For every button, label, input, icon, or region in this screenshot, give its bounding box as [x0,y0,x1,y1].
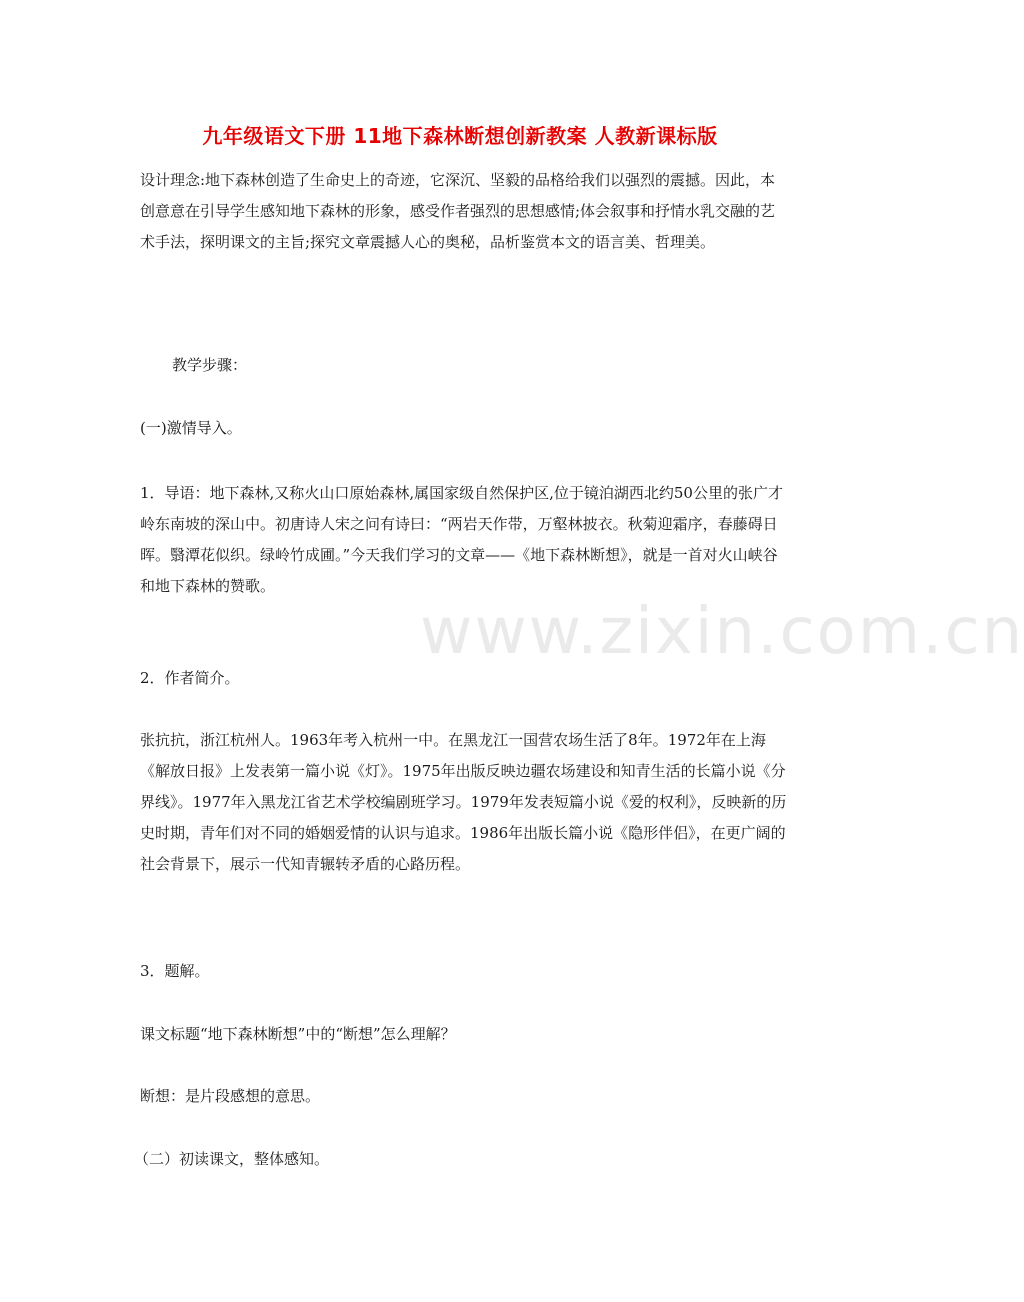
section-two-heading: （二）初读课文，整体感知。 [134,1150,330,1168]
title-answer: 断想：是片段感想的意思。 [140,1087,321,1105]
item-three-heading: 3．题解。 [140,962,210,980]
title-question: 课文标题“地下森林断想”中的“断想”怎么理解？ [140,1025,456,1043]
section-one-heading: (一)激情导入。 [140,419,242,437]
design-concept-paragraph: 设计理念:地下森林创造了生命史上的奇迹，它深沉、坚毅的品格给我们以强烈的震撼。因此，本创意意在引导学生感知地下森林的形象，感受作者强烈的思想感情;体会叙事和抒情水乳交融的艺术手法，探明课文的主旨;探究文章震撼人心的奥秘，品析鉴赏本文的语言美、哲理美。 [140,171,776,251]
item-one-introduction: 1．导语：地下森林,又称火山口原始森林,属国家级自然保护区,位于镜泊湖西北约50公里的张广才岭东南坡的深山中。初唐诗人宋之问有诗曰：“两岩天作带，万壑林披衣。秋菊迎霜序，春藤碍日晖。翳潭花似织。绿岭竹成圃。”今天我们学习的文章——《地下森林断想》，就是一首对火山峡谷和地下森林的赞歌。 [140,484,783,595]
teaching-steps-heading: 教学步骤： [172,356,248,374]
author-biography: 张抗抗，浙江杭州人。1963年考入杭州一中。在黑龙江一国营农场生活了8年。1972年在上海《解放日报》上发表第一篇小说《灯》。1975年出版反映边疆农场建设和知青生活的长篇小说《分界线》。1977年入黑龙江省艺术学校编剧班学习。1979年发表短篇小说《爱的权利》，反映新的历史时期，青年们对不同的婚姻爱情的认识与追求。1986年出版长篇小说《隐形伴侣》，在更广阔的社会背景下，展示一代知青辗转矛盾的心路历程。 [140,731,787,873]
watermark: www.zixin.com.cn [420,595,1024,669]
document-title: 九年级语文下册 11地下森林断想创新教案 人教新课标版 [202,124,718,148]
item-two-heading: 2．作者简介。 [140,669,240,687]
